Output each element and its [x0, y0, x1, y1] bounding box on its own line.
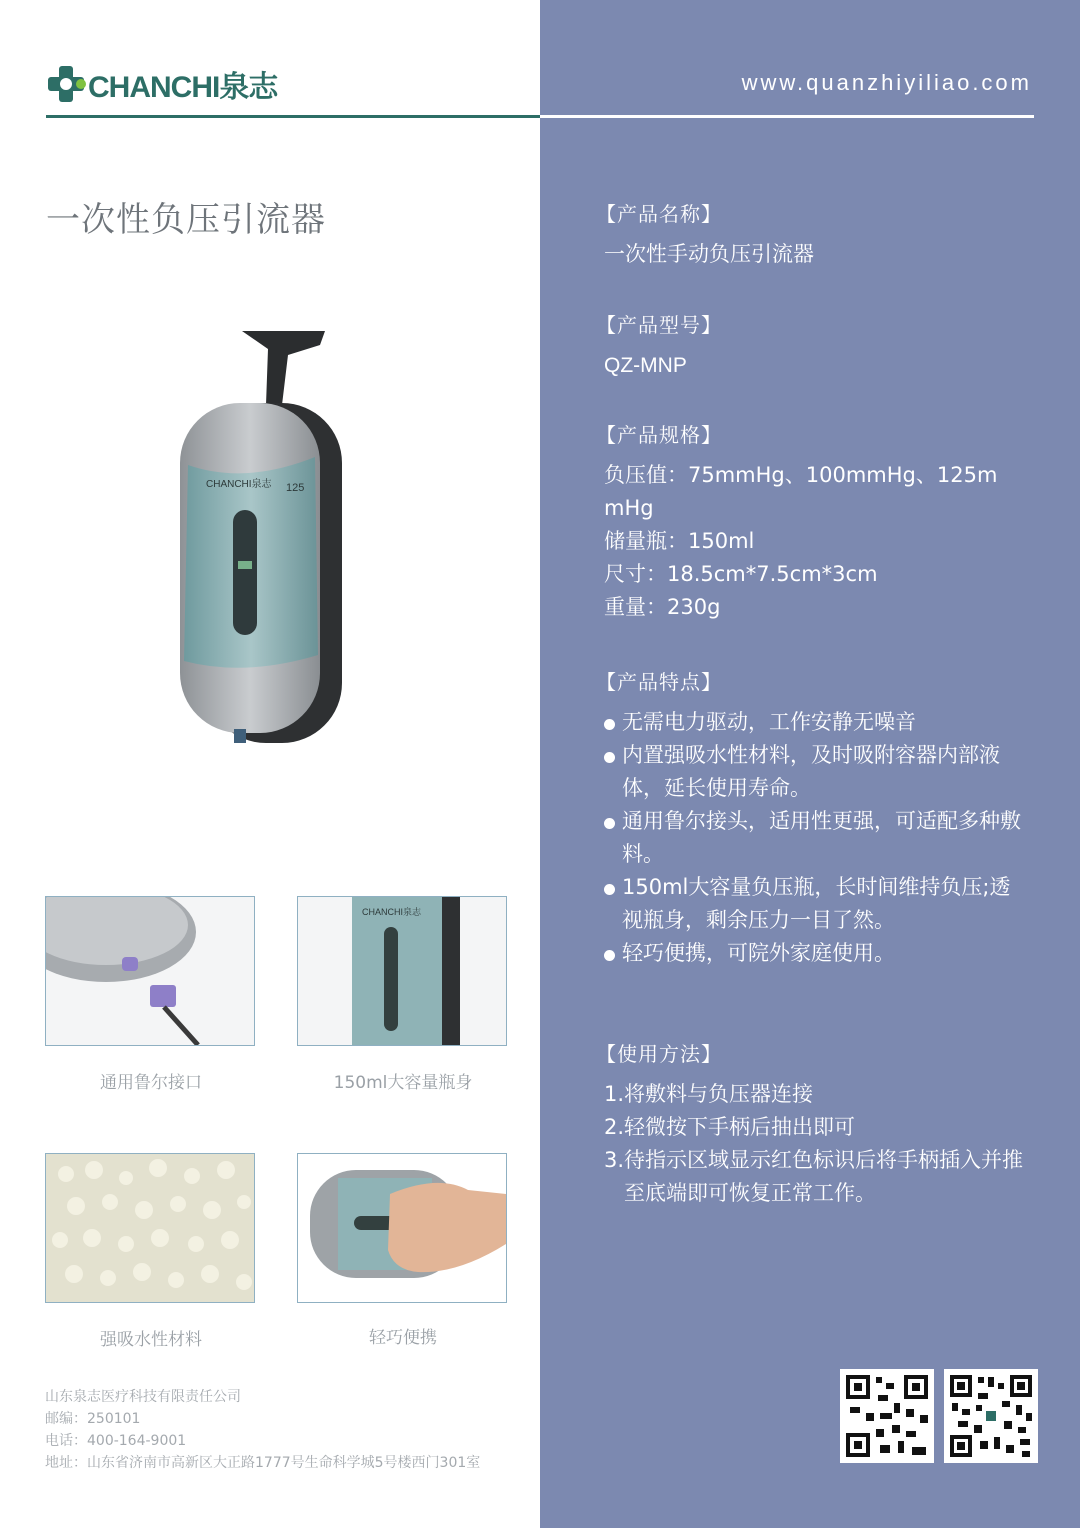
section-title-model: 【产品型号】 — [596, 313, 722, 337]
header-divider-right — [540, 115, 1034, 118]
feature-item: 无需电力驱动，工作安静无噪音 — [604, 706, 1024, 739]
device-pressure-text: 125 — [286, 482, 305, 494]
section-title-name: 【产品名称】 — [596, 202, 722, 226]
logo-text: CHANCHI泉志 — [88, 71, 278, 104]
spec-list — [604, 459, 997, 624]
cross-logo-icon — [46, 64, 86, 104]
caption-portable: 轻巧便携 — [369, 1328, 437, 1348]
company-name: 山东泉志医疗科技有限责任公司 — [45, 1389, 241, 1405]
usage-steps — [604, 1078, 1024, 1210]
feature-item: 内置强吸水性材料，及时吸附容器内部液体，延长使用寿命。 — [604, 739, 1024, 805]
page-title: 一次性负压引流器 — [46, 200, 326, 240]
usage-step: 1.将敷料与负压器连接 — [604, 1082, 814, 1106]
feature-item: 轻巧便携，可院外家庭使用。 — [604, 937, 1024, 970]
section-title-spec: 【产品规格】 — [596, 423, 722, 447]
qr-code-left[interactable] — [840, 1369, 934, 1463]
brand-logo[interactable] — [46, 64, 277, 104]
section-title-features: 【产品特点】 — [596, 670, 722, 694]
product-name: 一次性手动负压引流器 — [604, 242, 814, 266]
company-contact — [45, 1386, 480, 1474]
spec-line: mHg — [604, 496, 654, 520]
spec-line: 负压值：75mmHg、100mmHg、125m — [604, 463, 998, 487]
phone[interactable]: 电话：400-164-9001 — [45, 1433, 187, 1449]
feature-item: 通用鲁尔接头，适用性更强，可适配多种敷料。 — [604, 805, 1024, 871]
postcode: 邮编：250101 — [45, 1411, 141, 1427]
website-link[interactable]: www.quanzhiyiliao.com — [741, 70, 1032, 95]
svg-text:CHANCHI泉志: CHANCHI泉志 — [362, 907, 422, 917]
feature-item: 150ml大容量负压瓶，长时间维持负压;透视瓶身，剩余压力一目了然。 — [604, 871, 1024, 937]
section-title-usage: 【使用方法】 — [596, 1042, 722, 1066]
caption-material: 强吸水性材料 — [100, 1330, 202, 1350]
feature-list — [604, 706, 1024, 970]
thumb-luer-connector — [45, 896, 255, 1046]
address: 地址：山东省济南市高新区大正路1777号生命科学城5号楼西门301室 — [45, 1455, 481, 1471]
spec-line: 储量瓶：150ml — [604, 529, 755, 553]
thumb-portable — [297, 1153, 507, 1303]
spec-line: 尺寸：18.5cm*7.5cm*3cm — [604, 562, 878, 586]
caption-bottle: 150ml大容量瓶身 — [333, 1073, 473, 1093]
qr-code-right[interactable] — [944, 1369, 1038, 1463]
thumb-absorbent-material — [45, 1153, 255, 1303]
product-model: QZ-MNP — [604, 354, 687, 377]
device-brand-text: CHANCHI泉志 — [206, 479, 272, 490]
thumb-bottle-body — [297, 896, 507, 1046]
usage-step: 2.轻微按下手柄后抽出即可 — [604, 1115, 856, 1139]
spec-line: 重量：230g — [604, 595, 721, 619]
usage-step: 3.待指示区域显示红色标识后将手柄插入并推至底端即可恢复正常工作。 — [604, 1148, 1024, 1205]
product-image — [170, 325, 360, 750]
caption-luer: 通用鲁尔接口 — [100, 1073, 202, 1093]
header-divider-left — [46, 115, 540, 118]
